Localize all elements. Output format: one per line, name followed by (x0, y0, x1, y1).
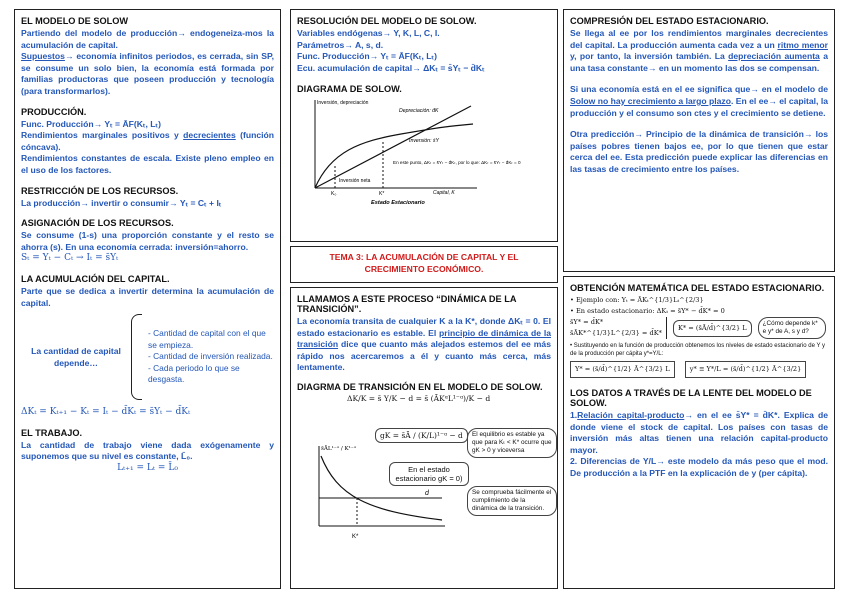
math-steady: • En estado estacionario: ΔKₜ = s̄Y* − d̄K* = 0 (570, 307, 725, 315)
section-title-dynamics: LLAMAMOS A ESTE PROCESO “DINÁMICA DE LA TRANSICIÓN”. (297, 294, 517, 314)
labor-text: La cantidad de trabajo viene dada exógenamente y suponemos que su nivel es constante, L̄₀. (21, 439, 274, 462)
steady-state-p3: Otra predicción→ Principio de la dinámica de transición→ los países pobres tienen bajos ee, por lo que tienen que estar cerca del ee. Esta predicción puede explicar las diferencias en las tasas de crecimiento entre los países. (570, 129, 828, 174)
panel-math-steady-state (563, 276, 835, 589)
dynamics-text: La economía transita de cualquier K a la K*, donde ΔKₜ = 0. El estado estacionario es estable. El principio de dinámica de la transición dice que cuanto más alejados estemos del ee más rápido nos acercaremos a él y cuanto más cerca, más lentamente. (297, 316, 551, 373)
production-scale: Rendimientos constantes de escala. Existe pleno empleo en el uso de los factores. (21, 153, 274, 175)
y-per-capita-box: y* ≡ Y*/L = (s̄/d̄)^{1/2} Ā^{3/2} (685, 361, 807, 378)
assumptions-text (21, 51, 274, 97)
solow-diagram (301, 96, 521, 207)
section-title-solow: EL MODELO DE SOLOW (21, 16, 129, 26)
steady-state-p1: Se llega al ee por los rendimientos marginales decrecientes del capital. La producción aumenta cada vez a un ritmo menor y, por tanto, la inversión también. La depreciación aumenta a una tasa constante→ en un momento las dos se compensan. (570, 28, 828, 73)
section-title-production: PRODUCCIÓN. (21, 106, 87, 117)
steady-state-box: En el estado estacionario gK = 0) (389, 462, 469, 486)
math-results (570, 361, 828, 378)
y-star-box: Y* = (s̄/d̄)^{1/2} Ā^{3/2} L (570, 361, 675, 378)
assumptions-body: → economía infinitos periodos, es cerrada, sin SP, se consume un solo bien, la economía está formada por familias productoras que poseen producción y tecnología (para transformarlos). (21, 51, 274, 96)
gk-formula: gK = s̄Ā / (K/L)¹⁻ᵅ − d (375, 428, 468, 443)
depreciation-label: Depreciación: d̄K (399, 108, 439, 115)
section-title-transition-diagram: DIAGRMA DE TRANSICIÓN EN EL MODELO DE SOLOW. (297, 381, 543, 392)
assumptions-label: Supuestos (21, 51, 65, 62)
d-label: d (425, 489, 429, 497)
k0-label: K₀ (331, 191, 337, 198)
allocation-equation: Sₜ = Yₜ − Cₜ → Iₜ = s̄Yₜ (21, 253, 119, 264)
section-title-diagram: DIAGRAMA DE SOLOW. (297, 84, 402, 95)
equilibrium-note: El equilibrio es estable ya que para Kₜ < K* ocurre que gK > 0 y viceversa (467, 428, 557, 458)
restriction-text: La producción→ invertir o consumir→ Yₜ = Cₜ + Iₜ (21, 197, 222, 208)
section-title-resolution: RESOLUCIÓN DEL MODELO DE SOLOW. (297, 16, 477, 26)
data-point-2: 2. Diferencias de Y/L→ este modelo da más peso que el mod. De producción a la PTF en la explicación de y (per cápita). (570, 456, 828, 478)
curve-label: s̄ĀL¹⁻ᵅ / K¹⁻ᵅ (321, 445, 357, 452)
section-title-data: LOS DATOS A TRAVÉS DE LA LENTE DEL MODELO DE SOLOW. (570, 388, 812, 408)
section-title-accumulation: LA ACUMULACIÓN DEL CAPITAL. (21, 273, 170, 284)
point-label: En este punto, ΔKₜ = s̄Yₜ − d̄Kₜ, por lo que: ΔKₜ = s̄Yₜ − d̄Kₜ = 0 (393, 160, 521, 166)
section-title-math: OBTENCIÓN MATEMÁTICA DEL ESTADO ESTACIONARIO. (570, 283, 825, 293)
panel-solow-model (14, 9, 281, 589)
math-row (570, 317, 828, 339)
resolution-line: Func. Producción→ Yₜ = ĀF(Kₜ, Lₜ) (297, 51, 437, 62)
kstar-label: K* (379, 191, 385, 198)
question-bubble: ¿Cómo depende k* e y* de A, s y d? (758, 317, 826, 339)
topic-title: TEMA 3: LA ACUMULACIÓN DE CAPITAL Y EL CRECIMIENTO ECONÓMICO. (329, 252, 519, 274)
resolution-line: Ecu. acumulación de capital→ ΔKₜ = s̄Yₜ − d̄Kₜ (297, 62, 485, 73)
production-returns: Rendimientos marginales positivos y decrecientes (función cóncava). (21, 130, 274, 152)
panel-steady-state (563, 9, 835, 272)
accumulation-depends: La cantidad de capital depende… (31, 346, 121, 369)
math-eqs (570, 317, 667, 339)
section-title-allocation: ASIGNACIÓN DE LOS RECURSOS. (21, 218, 174, 229)
production-function: Func. Producción→ Yₜ = ĀF(Kₜ, Lₜ) (21, 118, 161, 129)
accumulation-item: - Cada periodo lo que se desgasta. (148, 362, 240, 385)
data-point-1: 1.Relación capital-producto→ en el ee s̄Y* = d̄K*. Explica de donde viene el stock de capital. Los países con tasas de inversión más altas tienen una relación capital-producto mayor. (570, 410, 828, 455)
math-example: • Ejemplo con: Yₜ = ĀKₜ^{1/3}Lₜ^{2/3} (570, 296, 704, 304)
panel-dynamics (290, 287, 558, 589)
y-axis-label: Inversión, depreciación (317, 100, 369, 107)
net-investment-label: Inversión neta (339, 178, 371, 185)
transition-diagram (297, 394, 551, 554)
section-title-restriction: RESTRICCIÓN DE LOS RECURSOS. (21, 185, 179, 196)
math-substitution: • Sustituyendo en la función de producción obtenemos los niveles de estado estacionario de Y y de la producción per cápita y*=Y/L: (570, 343, 826, 357)
transition-equation: ΔK/K = s̄ Y/K − d = s̄ (ĀKᵅL¹⁻ᵅ)/K − d (347, 393, 491, 403)
section-title-steady-state: COMPRESIÓN DEL ESTADO ESTACIONARIO. (570, 16, 769, 26)
panel-resolution (290, 9, 558, 242)
brace (131, 314, 142, 400)
investment-label: Inversión: s̄Y (409, 138, 439, 145)
resolution-line: Parámetros→ A, s, d. (297, 39, 384, 50)
accumulation-brace-block (21, 313, 274, 401)
diagram-caption: Estado Estacionario (371, 200, 425, 207)
steady-state-p2: Si una economía está en el ee significa que→ en el modelo de Solow no hay crecimiento a largo plazo. En el ee→ el capital, la producción y el consumo son ctes y el crecimiento se detiene. (570, 84, 828, 118)
resolution-line: Variables endógenas→ Y, K, L, C, I. (297, 28, 440, 38)
labor-equation: Lₜ₊₁ = Lₜ = L̄₀ (117, 462, 178, 473)
check-note: Se comprueba fácilmente el cumplimiento de la dinámica de la transición. (467, 486, 557, 516)
accumulation-items (148, 328, 274, 386)
math-eq1: s̄Y* = d̄K* (570, 318, 604, 326)
accumulation-item: - Cantidad de inversión realizada. (148, 351, 273, 362)
accumulation-equation: ΔKₜ = Kₜ₊₁ − Kₜ = Iₜ − d̄Kₜ = s̄Yₜ − d̄Kₜ (21, 407, 191, 418)
section-title-labor: EL TRABAJO. (21, 427, 83, 438)
kstar-box: K* = (s̄Ā/d̄)^{3/2} L (673, 320, 752, 337)
allocation-text: Se consume (1-s) una proporción constante y el resto se ahorra (s). En una economía cerrada: inversión=ahorro. (21, 230, 274, 252)
math-eq2: s̄ĀK*^{1/3}L^{2/3} = d̄K* (570, 329, 662, 337)
x-axis-label: Capital, K (433, 190, 455, 197)
kstar-label: K* (352, 533, 359, 540)
panel-topic-title (290, 246, 558, 283)
accumulation-item: - Cantidad de capital con el que se empieza. (148, 328, 266, 350)
accumulation-text: Parte que se dedica a invertir determina la acumulación de capital. (21, 285, 274, 308)
depreciation-line (315, 106, 471, 188)
math-derivation (570, 295, 828, 378)
intro-text: Partiendo del modelo de producción→ endogeneiza-mos la acumulación de capital. (21, 28, 274, 50)
